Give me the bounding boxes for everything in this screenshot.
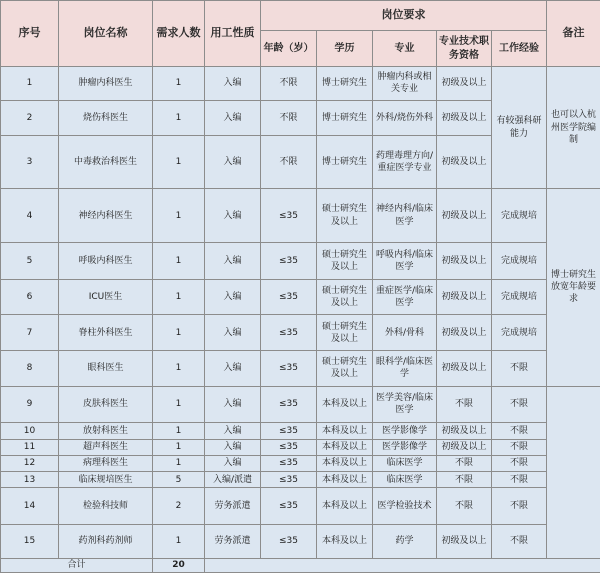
- cell-major: 神经内科/临床医学: [373, 189, 437, 243]
- cell-age: ≤35: [261, 439, 317, 455]
- cell-employment: 入编: [205, 439, 261, 455]
- cell-age: ≤35: [261, 189, 317, 243]
- table-row: [1, 488, 600, 525]
- cell-age: ≤35: [261, 423, 317, 439]
- header-employment: 用工性质: [205, 1, 261, 67]
- header-count: 需求人数: [153, 1, 205, 67]
- cell-count: 1: [153, 243, 205, 280]
- cell-experience: 完成规培: [492, 315, 547, 351]
- cell-no: 3: [1, 136, 59, 189]
- cell-position: 病理科医生: [59, 455, 153, 471]
- cell-education: 博士研究生: [317, 100, 373, 136]
- header-no: 序号: [1, 1, 59, 67]
- cell-age: ≤35: [261, 386, 317, 423]
- cell-title: 初级及以上: [437, 136, 492, 189]
- cell-age: 不限: [261, 136, 317, 189]
- cell-count: 1: [153, 67, 205, 101]
- cell-employment: 入编: [205, 279, 261, 315]
- header-major: 专业: [373, 31, 437, 67]
- cell-count: 1: [153, 279, 205, 315]
- table-row: [1, 67, 600, 101]
- cell-major: 医学影像学: [373, 439, 437, 455]
- cell-title: 初级及以上: [437, 243, 492, 280]
- cell-employment: 入编: [205, 386, 261, 423]
- cell-title: 初级及以上: [437, 439, 492, 455]
- table-row: [1, 455, 600, 471]
- cell-position: 药剂科药剂师: [59, 525, 153, 559]
- cell-remarks-merged: 也可以入杭州医学院编制: [547, 67, 600, 189]
- cell-education: 博士研究生: [317, 67, 373, 101]
- cell-age: ≤35: [261, 243, 317, 280]
- cell-employment: 入编: [205, 189, 261, 243]
- cell-employment: 劳务派遣: [205, 488, 261, 525]
- cell-no: 15: [1, 525, 59, 559]
- cell-experience: 不限: [492, 455, 547, 471]
- table-row: [1, 243, 600, 280]
- cell-experience: 完成规培: [492, 243, 547, 280]
- cell-major: 临床医学: [373, 455, 437, 471]
- cell-no: 8: [1, 351, 59, 387]
- cell-count: 5: [153, 472, 205, 488]
- cell-no: 7: [1, 315, 59, 351]
- cell-title: 初级及以上: [437, 100, 492, 136]
- cell-position: 呼吸内科医生: [59, 243, 153, 280]
- cell-employment: 入编: [205, 351, 261, 387]
- cell-major: 医学检验技术: [373, 488, 437, 525]
- cell-no: 1: [1, 67, 59, 101]
- cell-title: 不限: [437, 488, 492, 525]
- cell-education: 本科及以上: [317, 525, 373, 559]
- table-row: [1, 315, 600, 351]
- table-row: [1, 525, 600, 559]
- cell-employment: 入编: [205, 455, 261, 471]
- cell-count: 1: [153, 189, 205, 243]
- cell-count: 1: [153, 386, 205, 423]
- cell-education: 硕士研究生及以上: [317, 279, 373, 315]
- cell-remarks-empty: [547, 386, 600, 558]
- cell-count: 1: [153, 455, 205, 471]
- table-row: [1, 351, 600, 387]
- header-position: 岗位名称: [59, 1, 153, 67]
- cell-position: 肿瘤内科医生: [59, 67, 153, 101]
- cell-experience-merged: 有较强科研能力: [492, 67, 547, 189]
- cell-age: ≤35: [261, 472, 317, 488]
- cell-employment: 入编: [205, 315, 261, 351]
- cell-count: 1: [153, 423, 205, 439]
- cell-age: 不限: [261, 100, 317, 136]
- cell-education: 本科及以上: [317, 386, 373, 423]
- header-education: 学历: [317, 31, 373, 67]
- cell-remarks-merged: 博士研究生放宽年龄要求: [547, 189, 600, 386]
- cell-no: 13: [1, 472, 59, 488]
- cell-title: 初级及以上: [437, 525, 492, 559]
- cell-education: 本科及以上: [317, 423, 373, 439]
- cell-no: 12: [1, 455, 59, 471]
- table-header: [1, 1, 600, 67]
- cell-position: 中毒救治科医生: [59, 136, 153, 189]
- cell-no: 10: [1, 423, 59, 439]
- cell-major: 外科/烧伤外科: [373, 100, 437, 136]
- cell-experience: 不限: [492, 439, 547, 455]
- cell-age: ≤35: [261, 351, 317, 387]
- total-label: 合计: [1, 558, 153, 572]
- cell-title: 不限: [437, 472, 492, 488]
- cell-education: 硕士研究生及以上: [317, 189, 373, 243]
- header-age: 年龄（岁）: [261, 31, 317, 67]
- cell-count: 1: [153, 351, 205, 387]
- cell-education: 本科及以上: [317, 488, 373, 525]
- cell-age: ≤35: [261, 525, 317, 559]
- cell-position: 眼科医生: [59, 351, 153, 387]
- cell-major: 外科/骨科: [373, 315, 437, 351]
- cell-experience: 不限: [492, 488, 547, 525]
- cell-position: 神经内科医生: [59, 189, 153, 243]
- cell-major: 医学影像学: [373, 423, 437, 439]
- total-count: 20: [153, 558, 205, 572]
- cell-age: 不限: [261, 67, 317, 101]
- cell-employment: 入编: [205, 423, 261, 439]
- cell-count: 1: [153, 525, 205, 559]
- cell-position: 脊柱外科医生: [59, 315, 153, 351]
- cell-title: 初级及以上: [437, 189, 492, 243]
- cell-count: 1: [153, 136, 205, 189]
- cell-title: 初级及以上: [437, 423, 492, 439]
- cell-count: 1: [153, 100, 205, 136]
- cell-no: 5: [1, 243, 59, 280]
- cell-title: 初级及以上: [437, 315, 492, 351]
- cell-employment: 入编: [205, 243, 261, 280]
- cell-title: 初级及以上: [437, 67, 492, 101]
- cell-education: 硕士研究生及以上: [317, 243, 373, 280]
- cell-major: 临床医学: [373, 472, 437, 488]
- cell-major: 眼科学/临床医学: [373, 351, 437, 387]
- cell-position: 放射科医生: [59, 423, 153, 439]
- cell-no: 2: [1, 100, 59, 136]
- cell-education: 本科及以上: [317, 439, 373, 455]
- cell-position: 检验科技师: [59, 488, 153, 525]
- total-row: [1, 558, 600, 572]
- cell-employment: 劳务派遣: [205, 525, 261, 559]
- table-row: [1, 439, 600, 455]
- cell-title: 初级及以上: [437, 279, 492, 315]
- cell-major: 药学: [373, 525, 437, 559]
- cell-education: 本科及以上: [317, 455, 373, 471]
- cell-experience: 不限: [492, 525, 547, 559]
- cell-age: ≤35: [261, 279, 317, 315]
- cell-experience: 完成规培: [492, 189, 547, 243]
- header-title: 专业技术职务资格: [437, 31, 492, 67]
- cell-position: 临床规培医生: [59, 472, 153, 488]
- cell-major: 肿瘤内科或相关专业: [373, 67, 437, 101]
- cell-title: 初级及以上: [437, 351, 492, 387]
- cell-experience: 不限: [492, 472, 547, 488]
- cell-education: 硕士研究生及以上: [317, 315, 373, 351]
- cell-age: ≤35: [261, 455, 317, 471]
- cell-experience: 完成规培: [492, 279, 547, 315]
- cell-position: 烧伤科医生: [59, 100, 153, 136]
- cell-education: 本科及以上: [317, 472, 373, 488]
- total-empty: [205, 558, 600, 572]
- table-body: [1, 67, 600, 573]
- cell-title: 不限: [437, 386, 492, 423]
- cell-employment: 入编: [205, 67, 261, 101]
- header-experience: 工作经验: [492, 31, 547, 67]
- table-row: [1, 472, 600, 488]
- cell-age: ≤35: [261, 488, 317, 525]
- cell-no: 14: [1, 488, 59, 525]
- cell-no: 11: [1, 439, 59, 455]
- table-row: [1, 386, 600, 423]
- cell-no: 4: [1, 189, 59, 243]
- table-row: [1, 423, 600, 439]
- cell-major: 医学美容/临床医学: [373, 386, 437, 423]
- cell-position: 超声科医生: [59, 439, 153, 455]
- cell-experience: 不限: [492, 423, 547, 439]
- cell-major: 药理毒理方向/重症医学专业: [373, 136, 437, 189]
- cell-no: 6: [1, 279, 59, 315]
- cell-education: 硕士研究生及以上: [317, 351, 373, 387]
- cell-experience: 不限: [492, 386, 547, 423]
- cell-age: ≤35: [261, 315, 317, 351]
- cell-employment: 入编/派遣: [205, 472, 261, 488]
- header-requirements: 岗位要求: [261, 1, 547, 31]
- cell-title: 不限: [437, 455, 492, 471]
- cell-experience: 不限: [492, 351, 547, 387]
- cell-no: 9: [1, 386, 59, 423]
- header-remarks: 备注: [547, 1, 600, 67]
- cell-major: 呼吸内科/临床医学: [373, 243, 437, 280]
- cell-education: 博士研究生: [317, 136, 373, 189]
- cell-position: ICU医生: [59, 279, 153, 315]
- cell-position: 皮肤科医生: [59, 386, 153, 423]
- table-row: [1, 189, 600, 243]
- table-row: [1, 279, 600, 315]
- cell-employment: 入编: [205, 136, 261, 189]
- cell-count: 1: [153, 439, 205, 455]
- cell-count: 1: [153, 315, 205, 351]
- cell-major: 重症医学/临床医学: [373, 279, 437, 315]
- cell-count: 2: [153, 488, 205, 525]
- cell-employment: 入编: [205, 100, 261, 136]
